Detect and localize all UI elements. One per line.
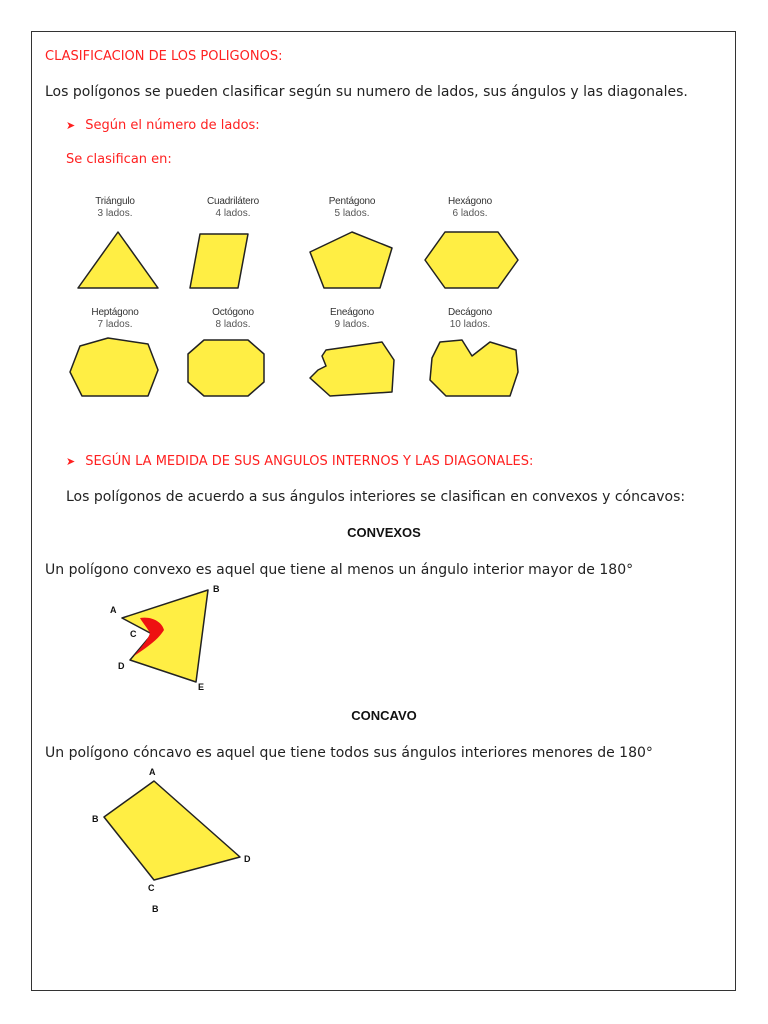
polygon-label-decagon: Decágono 10 lados. — [448, 307, 492, 330]
bullet-angles-label: SEGÚN LA MEDIDA DE SUS ANGULOS INTERNOS Y LAS DIAGONALES: — [85, 454, 534, 469]
polygon-label-heptagon: Heptágono 7 lados. — [91, 307, 139, 330]
arrow-bullet-icon: ➤ — [66, 119, 76, 132]
polygon-label-hexagon: Hexágono 6 lados. — [448, 196, 492, 219]
vertex-label-d: D — [118, 661, 125, 671]
vertex-label-e: E — [198, 682, 205, 692]
concavo-text: Un polígono cóncavo es aquel que tiene todos sus ángulos interiores menores de 180° — [45, 745, 653, 761]
concavo-title: CONCAVO — [351, 708, 417, 723]
page-heading: CLASIFICACION DE LOS POLIGONOS: — [45, 49, 283, 64]
polygon-label-triangle: Triángulo 3 lados. — [95, 196, 135, 219]
vertex-label-d: D — [244, 854, 251, 864]
intro-text: Los polígonos se pueden clasificar según su numero de lados, sus ángulos y las diagonales. — [45, 84, 688, 100]
polygon-label-quadrilateral: Cuadrilátero 4 lados. — [206, 196, 260, 219]
vertex-label-b: B — [213, 584, 220, 594]
vertex-label-c: C — [130, 629, 137, 639]
vertex-label-b: B — [92, 814, 99, 824]
vertex-label-a: A — [110, 605, 117, 615]
polygon-label-enneagon: Eneágono 9 lados. — [329, 307, 374, 330]
angles-lead: Los polígonos de acuerdo a sus ángulos interiores se clasifican en convexos y cóncavos: — [66, 489, 686, 505]
convexos-title: CONVEXOS — [347, 525, 421, 540]
polygon-label-octagon: Octógono 8 lados. — [212, 307, 254, 330]
concavo-polygon — [104, 781, 240, 880]
classify-lead: Se clasifican en: — [66, 152, 172, 167]
vertex-label-c: C — [148, 883, 155, 893]
convexos-text: Un polígono convexo es aquel que tiene al menos un ángulo interior mayor de 180° — [45, 562, 634, 578]
vertex-label-b-extra: B — [152, 904, 159, 914]
bullet-sides-label: Según el número de lados: — [85, 118, 260, 133]
arrow-bullet-icon: ➤ — [66, 455, 76, 468]
vertex-label-a: A — [149, 767, 156, 777]
polygon-label-pentagon: Pentágono 5 lados. — [328, 196, 376, 219]
